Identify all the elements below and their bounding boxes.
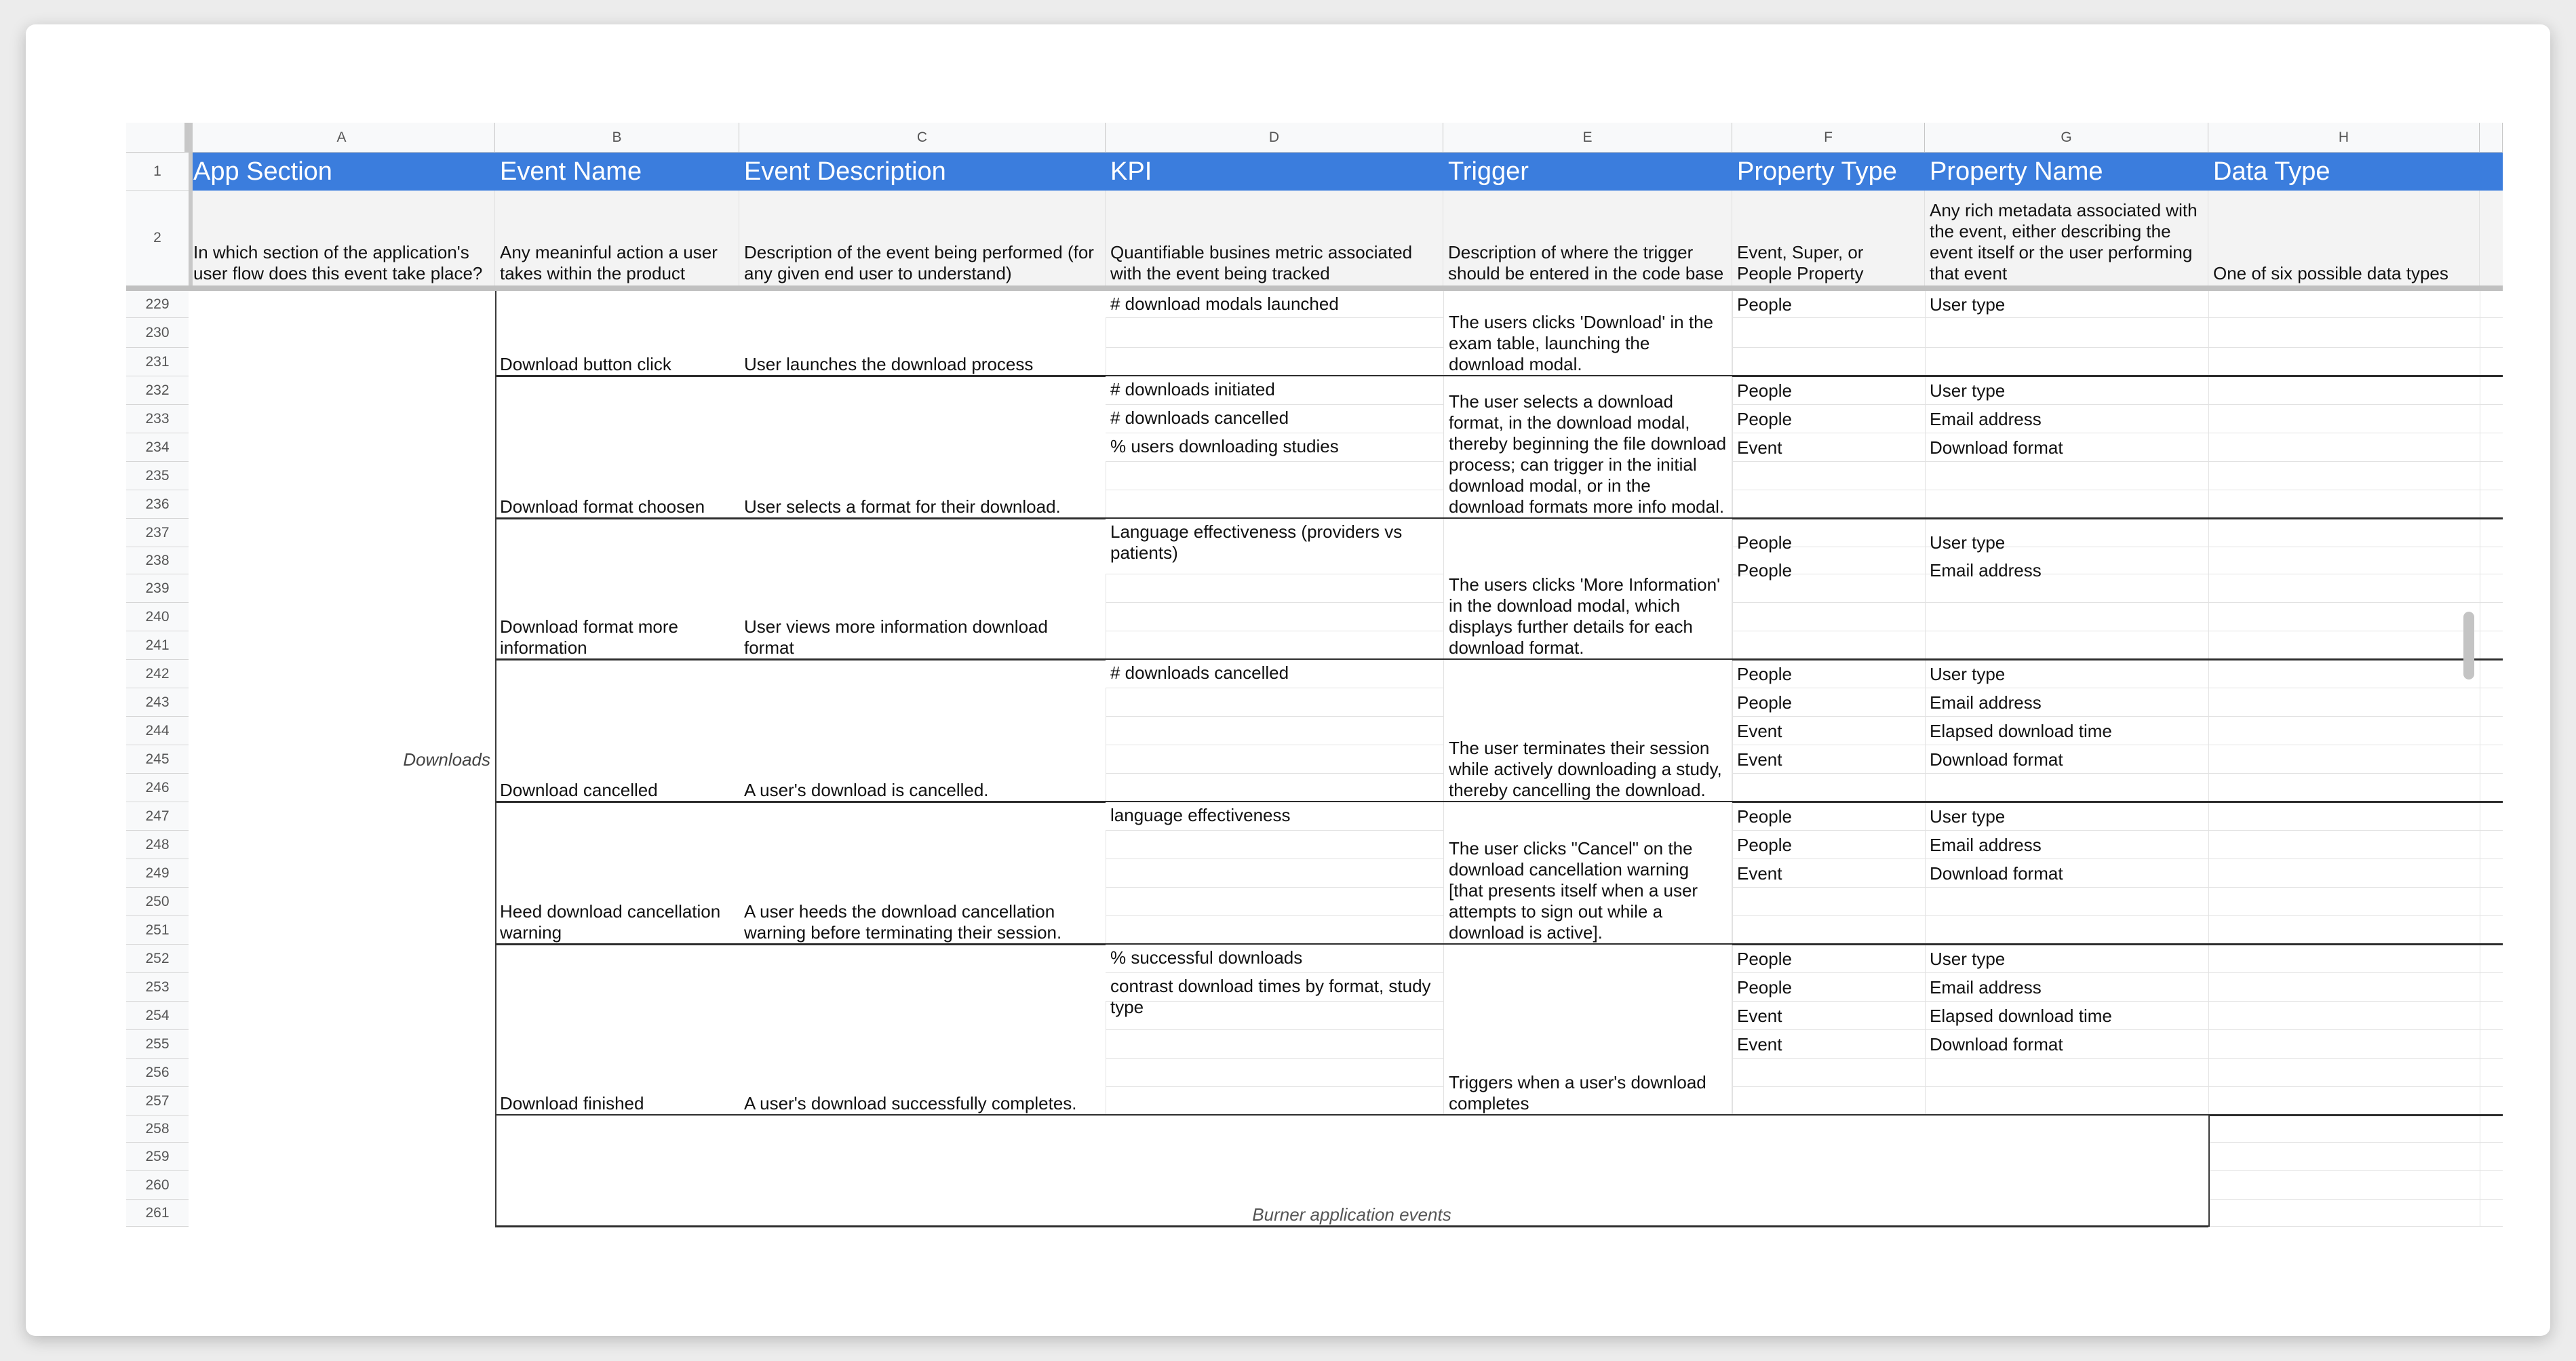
row-number[interactable]: 253 (126, 973, 189, 1002)
header-cell-kpi[interactable]: KPI (1106, 153, 1443, 191)
description-cell-e[interactable]: Description of where the trigger should be entered in the code base (1443, 191, 1732, 285)
event-description-cell[interactable]: A user's download is cancelled. (744, 780, 989, 800)
column-header-e[interactable]: E (1443, 123, 1732, 153)
row-number[interactable]: 240 (126, 603, 189, 631)
row-number[interactable]: 242 (126, 660, 189, 688)
property-name-cell[interactable]: User type (1930, 380, 2006, 401)
grid-line (1732, 347, 2503, 348)
spreadsheet-window (26, 24, 2550, 1336)
property-type-cell[interactable]: Event (1737, 749, 1782, 770)
property-type-cell[interactable]: People (1737, 692, 1792, 713)
row-number[interactable]: 254 (126, 1002, 189, 1030)
column-header-c[interactable]: C (739, 123, 1106, 153)
row-number[interactable]: 248 (126, 831, 189, 859)
header-cell-event-name[interactable]: Event Name (495, 153, 739, 191)
burner-bottom-border (495, 1225, 2208, 1227)
property-name-cell[interactable]: Download format (1930, 863, 2063, 884)
property-type-cell[interactable]: People (1737, 977, 1792, 998)
property-type-cell[interactable]: People (1737, 559, 1792, 580)
property-name-cell[interactable]: Email address (1930, 559, 2042, 580)
row-number[interactable]: 233 (126, 405, 189, 433)
row-number[interactable]: 250 (126, 888, 189, 916)
frozen-column-divider (189, 123, 193, 285)
kpi-cell[interactable]: # downloads cancelled (1106, 405, 1443, 433)
description-cell-extra[interactable] (2480, 191, 2503, 285)
trigger-cell[interactable]: The user terminates their session while actively downloading a study, thereby cancelling the download. (1443, 660, 1732, 802)
row-number[interactable]: 249 (126, 859, 189, 888)
column-header-h[interactable]: H (2208, 123, 2480, 153)
row-number[interactable]: 252 (126, 945, 189, 973)
spreadsheet-grid (126, 123, 2503, 1285)
property-name-cell[interactable]: User type (1930, 294, 2006, 315)
row-number[interactable]: 244 (126, 717, 189, 745)
event-description-cell[interactable]: User launches the download process (744, 354, 1034, 374)
event-name-cell[interactable]: Download finished (500, 1093, 644, 1113)
column-border (495, 291, 496, 1227)
row-number[interactable]: 255 (126, 1030, 189, 1059)
kpi-cell[interactable]: % successful downloads (1106, 945, 1443, 973)
kpi-cell[interactable]: # downloads cancelled (1106, 660, 1443, 688)
property-type-cell[interactable]: People (1737, 663, 1792, 684)
row-number[interactable]: 2 (126, 191, 189, 285)
row-number[interactable]: 237 (126, 519, 189, 547)
row-number[interactable]: 243 (126, 688, 189, 717)
kpi-cell[interactable]: # download modals launched (1106, 291, 1443, 318)
description-cell-b[interactable]: Any meaninful action a user takes within the product (495, 191, 739, 285)
property-name-cell[interactable]: Elapsed download time (1930, 720, 2112, 741)
property-type-cell[interactable]: People (1737, 834, 1792, 855)
row-number[interactable]: 256 (126, 1059, 189, 1087)
property-type-cell[interactable]: Event (1737, 720, 1782, 741)
kpi-cell[interactable]: Language effectiveness (providers vs patients) (1106, 519, 1443, 574)
row-number[interactable]: 230 (126, 318, 189, 348)
property-name-cell[interactable]: Elapsed download time (1930, 1005, 2112, 1026)
event-name-cell[interactable]: Download format choosen (500, 496, 705, 517)
property-name-cell[interactable]: Download format (1930, 749, 2063, 770)
row-number[interactable]: 239 (126, 574, 189, 603)
property-name-cell[interactable]: Email address (1930, 692, 2042, 713)
column-header-b[interactable]: B (495, 123, 739, 153)
row-number[interactable]: 260 (126, 1171, 189, 1200)
property-name-cell[interactable]: User type (1930, 532, 2006, 553)
description-cell-c[interactable]: Description of the event being performed (for any given end user to understand) (739, 191, 1106, 285)
row-number[interactable]: 247 (126, 802, 189, 831)
row-number[interactable]: 259 (126, 1143, 189, 1171)
description-cell-h[interactable]: One of six possible data types (2208, 191, 2480, 285)
description-cell-g[interactable]: Any rich metadata associated with the event, either describing the event itself or the user performing that event (1925, 191, 2208, 285)
property-name-cell[interactable]: Download format (1930, 437, 2063, 458)
grid-line (1732, 915, 2503, 916)
frozen-row-divider (126, 285, 2503, 291)
column-header-d[interactable]: D (1106, 123, 1443, 153)
event-name-cell[interactable]: Download button click (500, 354, 671, 374)
description-cell-f[interactable]: Event, Super, or People Property (1732, 191, 1925, 285)
property-name-cell[interactable]: Download format (1930, 1033, 2063, 1054)
property-type-cell[interactable]: People (1737, 806, 1792, 827)
property-type-cell[interactable]: People (1737, 380, 1792, 401)
column-header-f[interactable]: F (1732, 123, 1925, 153)
property-type-cell[interactable]: People (1737, 532, 1792, 553)
vertical-scrollbar-thumb[interactable] (2463, 612, 2474, 679)
event-name-cell[interactable]: Download cancelled (500, 780, 658, 800)
kpi-cell[interactable]: contrast download times by format, study type (1106, 973, 1443, 1002)
property-name-cell[interactable]: Email address (1930, 408, 2042, 429)
row-number[interactable]: 229 (126, 291, 189, 318)
header-cell-property-name[interactable]: Property Name (1925, 153, 2208, 191)
property-type-cell[interactable]: Event (1737, 437, 1782, 458)
row-number[interactable]: 238 (126, 547, 189, 574)
row-number[interactable]: 258 (126, 1116, 189, 1143)
event-description-cell[interactable]: A user's download successfully completes. (744, 1093, 1077, 1113)
property-type-cell[interactable]: People (1737, 294, 1792, 315)
event-name-cell[interactable]: Heed download cancellation warning (500, 901, 721, 943)
event-description-cell[interactable]: User views more information download format (744, 616, 1048, 658)
kpi-cell[interactable]: language effectiveness (1106, 802, 1443, 831)
property-name-cell[interactable]: Email address (1930, 834, 2042, 855)
column-header-g[interactable]: G (1925, 123, 2208, 153)
grid-line (2208, 291, 2209, 1227)
header-cell-app-section[interactable]: App Section (189, 153, 495, 191)
property-type-cell[interactable]: People (1737, 948, 1792, 969)
event-description-cell[interactable]: User selects a format for their download. (744, 496, 1061, 517)
header-cell-data-type[interactable]: Data Type (2208, 153, 2480, 191)
grid-line (1732, 602, 2503, 603)
app-section-label[interactable]: Downloads (403, 749, 490, 770)
event-name-cell[interactable]: Download format more information (500, 616, 678, 658)
burner-events-cell[interactable]: Burner application events (495, 1116, 2208, 1227)
trigger-cell[interactable]: Triggers when a user's download completes (1443, 945, 1732, 1116)
kpi-cell[interactable]: % users downloading studies (1106, 433, 1443, 462)
kpi-cell[interactable]: # downloads initiated (1106, 376, 1443, 405)
row-number[interactable]: 261 (126, 1200, 189, 1227)
header-cell-trigger[interactable]: Trigger (1443, 153, 1732, 191)
event-description-cell[interactable]: A user heeds the download cancellation warning before terminating their session. (744, 901, 1062, 943)
property-type-cell[interactable]: Event (1737, 863, 1782, 884)
row-number[interactable]: 241 (126, 631, 189, 660)
row-number[interactable]: 235 (126, 462, 189, 490)
column-header-filler (2480, 123, 2503, 153)
trigger-cell[interactable]: The user selects a download format, in the download modal, thereby beginning the file download process; can trigger in the initial download modal, or in the download formats more info modal. (1443, 376, 1732, 519)
property-type-cell[interactable]: Event (1737, 1005, 1782, 1026)
trigger-cell[interactable]: The user clicks "Cancel" on the download cancellation warning [that presents itself when a user attempts to sign out while a download is active]. (1443, 802, 1732, 945)
row-number[interactable]: 1 (126, 153, 189, 191)
row-number[interactable]: 236 (126, 490, 189, 519)
trigger-cell[interactable]: The users clicks 'Download' in the exam table, launching the download modal. (1443, 291, 1732, 376)
property-name-cell[interactable]: User type (1930, 806, 2006, 827)
row-number[interactable]: 231 (126, 348, 189, 376)
row-number[interactable]: 257 (126, 1087, 189, 1116)
description-cell-a[interactable]: In which section of the application's user flow does this event take place? (189, 191, 495, 285)
description-cell-d[interactable]: Quantifiable busines metric associated with the event being tracked (1106, 191, 1443, 285)
header-cell-event-description[interactable]: Event Description (739, 153, 1106, 191)
header-cell-extra[interactable] (2480, 153, 2503, 191)
property-type-cell[interactable]: Event (1737, 1033, 1782, 1054)
row-number[interactable]: 232 (126, 376, 189, 405)
select-all-corner[interactable] (126, 123, 189, 153)
column-header-a[interactable]: A (189, 123, 495, 153)
header-cell-property-type[interactable]: Property Type (1732, 153, 1925, 191)
row-number[interactable]: 245 (126, 745, 189, 774)
trigger-cell[interactable]: The users clicks 'More Information' in the download modal, which displays further details for each download format. (1443, 519, 1732, 660)
column-border (2208, 1116, 2210, 1227)
grid-line (1732, 1086, 2503, 1087)
row-number[interactable]: 251 (126, 916, 189, 945)
property-name-cell[interactable]: User type (1930, 948, 2006, 969)
property-name-cell[interactable]: Email address (1930, 977, 2042, 998)
property-type-cell[interactable]: People (1737, 408, 1792, 429)
row-number[interactable]: 234 (126, 433, 189, 462)
row-number[interactable]: 246 (126, 774, 189, 802)
property-name-cell[interactable]: User type (1930, 663, 2006, 684)
